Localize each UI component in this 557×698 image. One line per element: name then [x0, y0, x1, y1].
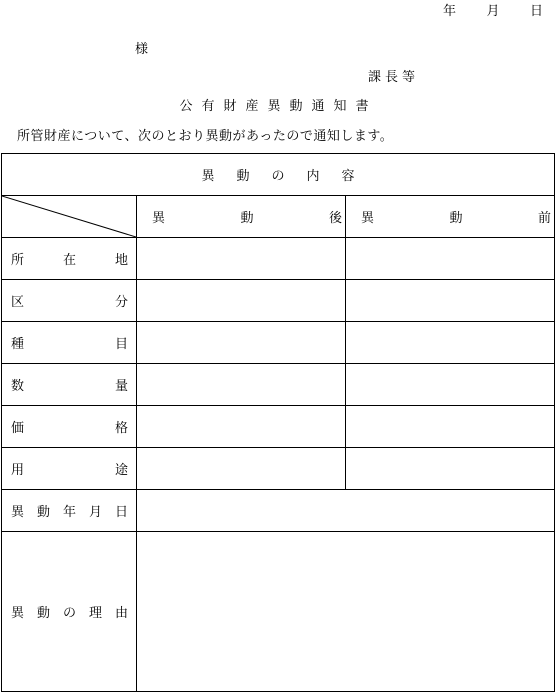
table-row: [2, 280, 555, 322]
row-label-purpose: 用 途: [2, 448, 137, 490]
date-line: [443, 0, 543, 19]
purpose-before-field[interactable]: [346, 448, 555, 490]
table-row: [2, 322, 555, 364]
header-after: 異 動 後: [137, 196, 346, 238]
header-before: 異 動 前: [346, 196, 555, 238]
location-after-field[interactable]: [137, 238, 346, 280]
table-row: [2, 238, 555, 280]
table-row: [2, 448, 555, 490]
section-title: 異動の内容: [201, 169, 377, 184]
document-title: 公有財産異動通知書: [179, 99, 378, 114]
row-label-type: 種 目: [2, 322, 137, 364]
row-label-location: 所 在 地: [2, 238, 137, 280]
quantity-after-field[interactable]: [137, 364, 346, 406]
quantity-before-field[interactable]: [346, 364, 555, 406]
year-label: 年: [443, 4, 457, 19]
category-after-field[interactable]: [137, 280, 346, 322]
row-label-price: 価 格: [2, 406, 137, 448]
row-label-category: 区 分: [2, 280, 137, 322]
price-before-field[interactable]: [346, 406, 555, 448]
price-after-field[interactable]: [137, 406, 346, 448]
month-label: 月: [486, 4, 500, 19]
category-before-field[interactable]: [346, 280, 555, 322]
row-label-change-reason: 異 動 の 理 由: [2, 532, 137, 692]
type-before-field[interactable]: [346, 322, 555, 364]
table-row: [2, 406, 555, 448]
header-corner-cell: [2, 196, 137, 238]
sender-title: 課長等: [368, 70, 420, 85]
change-reason-field[interactable]: [137, 532, 555, 692]
table-row: [2, 490, 555, 532]
table-row: [2, 364, 555, 406]
row-label-quantity: 数 量: [2, 364, 137, 406]
diagonal-line: [2, 196, 136, 237]
change-details-table: [1, 153, 555, 692]
intro-text: 所管財産について、次のとおり異動があったので通知します。: [17, 129, 394, 144]
table-row: [2, 532, 555, 692]
row-label-change-date: 異 動 年 月 日: [2, 490, 137, 532]
change-date-field[interactable]: [137, 490, 555, 532]
addressee-suffix: 様: [135, 42, 149, 57]
location-before-field[interactable]: [346, 238, 555, 280]
section-title-cell: [2, 154, 555, 196]
day-label: 日: [529, 4, 543, 19]
purpose-after-field[interactable]: [137, 448, 346, 490]
type-after-field[interactable]: [137, 322, 346, 364]
